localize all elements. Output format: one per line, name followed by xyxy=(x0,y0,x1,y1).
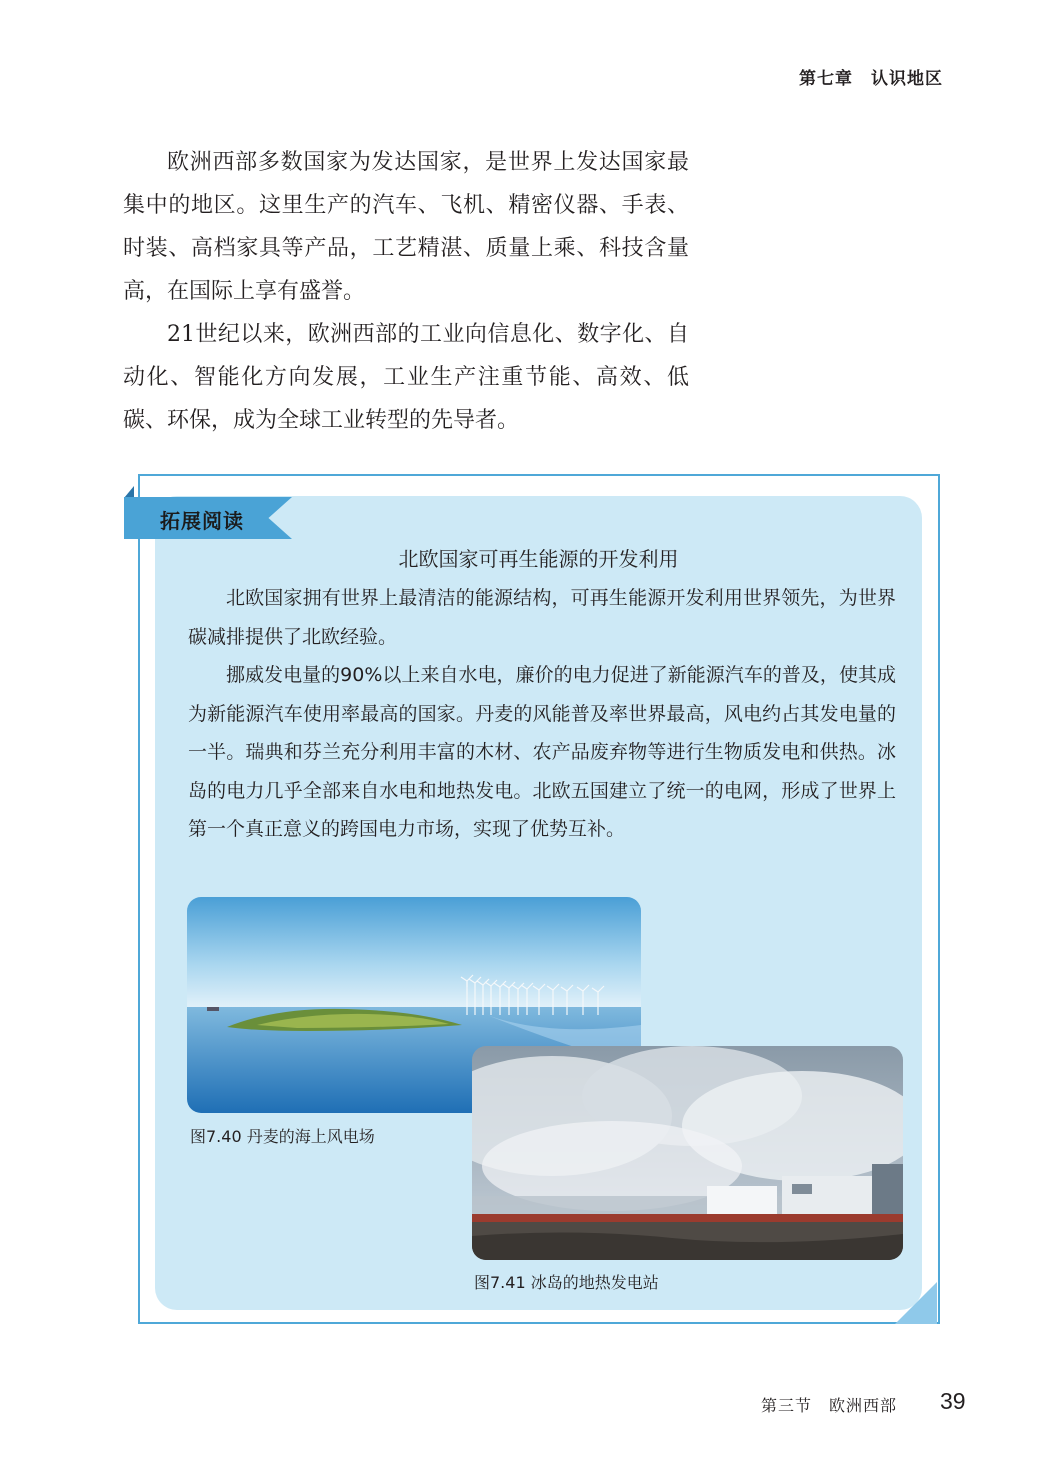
reading-box-text xyxy=(188,579,896,849)
chapter-header: 第七章 认识地区 xyxy=(799,69,943,89)
footer-section-title: 第三节 欧洲西部 xyxy=(761,1396,898,1415)
reading-paragraph-1: 北欧国家拥有世界上最清洁的能源结构，可再生能源开发利用世界领先，为世界碳减排提供了北欧经验。 xyxy=(188,587,896,648)
reading-tag-label: 拓展阅读 xyxy=(160,509,244,533)
figure-caption-wind-farm: 图7.40 丹麦的海上风电场 xyxy=(190,1127,375,1146)
page-number: 39 xyxy=(940,1388,966,1414)
figure-caption-geothermal: 图7.41 冰岛的地热发电站 xyxy=(474,1273,659,1292)
page-fold-corner xyxy=(895,1282,937,1324)
main-paragraph-1: 欧洲西部多数国家为发达国家，是世界上发达国家最集中的地区。这里生产的汽车、飞机、精密仪器、手表、时装、高档家具等产品，工艺精湛、质量上乘、科技含量高，在国际上享有盛誉。 xyxy=(123,150,689,304)
reading-paragraph-2: 挪威发电量的90%以上来自水电，廉价的电力促进了新能源汽车的普及，使其成为新能源汽车使用率最高的国家。丹麦的风能普及率世界最高，风电约占其发电量的一半。瑞典和芬兰充分利用丰富的木材、农产品废弃物等进行生物质发电和供热。冰岛的电力几乎全部来自水电和地热发电。北欧五国建立了统一的电网，形成了世界上第一个真正意义的跨国电力市场，实现了优势互补。 xyxy=(188,664,896,840)
geothermal-station-photo xyxy=(472,1046,903,1260)
main-body-text xyxy=(123,141,689,442)
reading-box-title: 北欧国家可再生能源的开发利用 xyxy=(398,547,679,571)
tag-fold xyxy=(124,486,134,498)
main-paragraph-2: 21世纪以来，欧洲西部的工业向信息化、数字化、自动化、智能化方向发展，工业生产注重节能、高效、低碳、环保，成为全球工业转型的先导者。 xyxy=(123,322,689,433)
